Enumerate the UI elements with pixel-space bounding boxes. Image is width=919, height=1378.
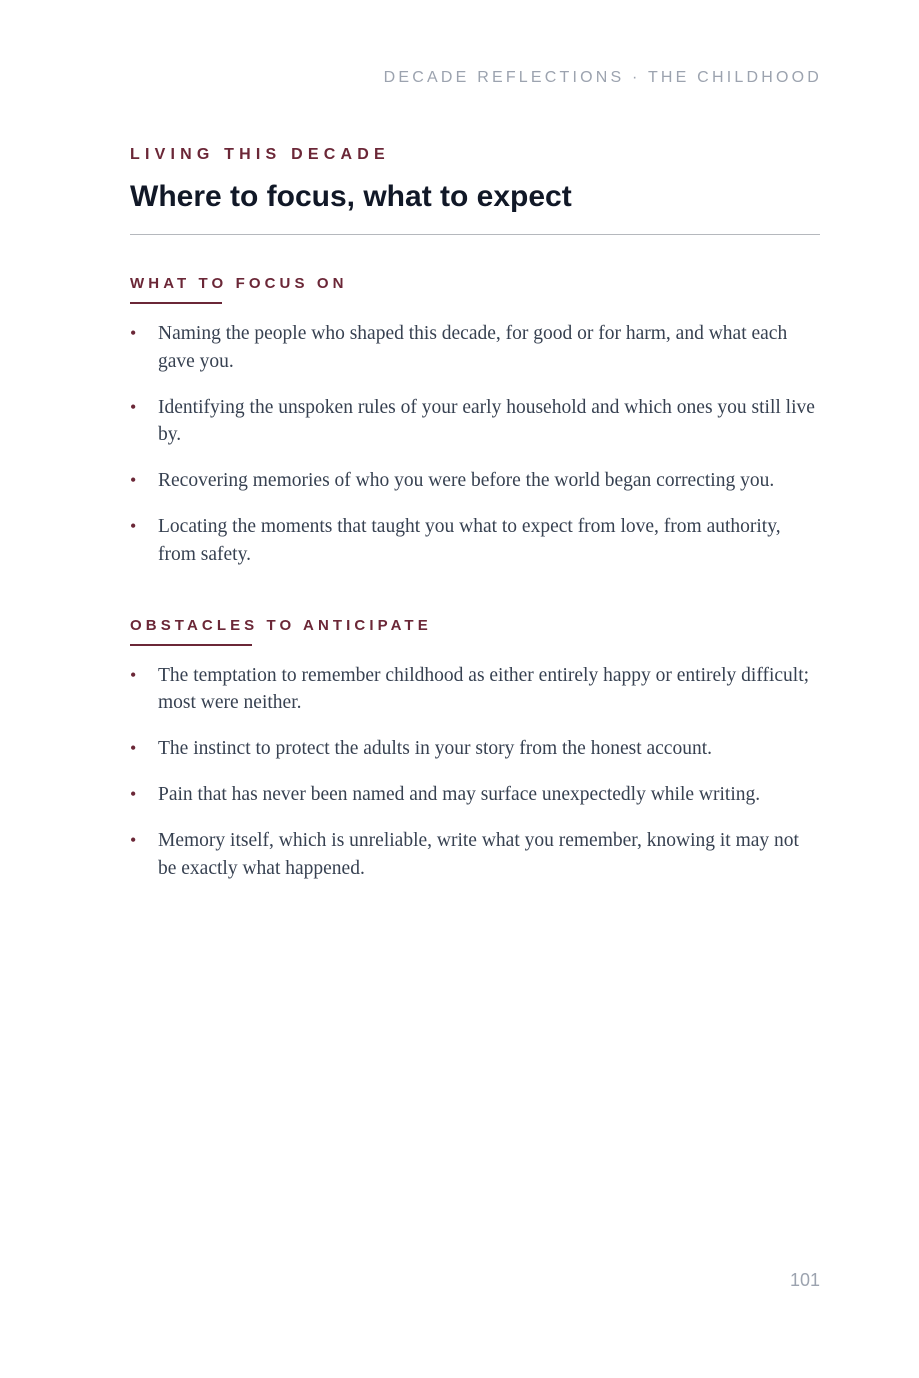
page-number: 101 — [789, 1270, 820, 1290]
obstacles-heading: OBSTACLES TO ANTICIPATE — [130, 617, 432, 634]
list-item-text: Naming the people who shaped this decade, for good or for harm, and what each gave you. — [158, 323, 788, 372]
focus-heading: WHAT TO FOCUS ON — [130, 275, 348, 292]
focus-list — [130, 320, 820, 568]
running-head: DECADE REFLECTIONS · THE CHILDHOOD — [383, 69, 822, 86]
list-item — [130, 781, 820, 809]
obstacles-heading-underline — [130, 644, 252, 646]
focus-section — [130, 275, 820, 568]
bullet-icon: • — [130, 784, 137, 804]
bullet-icon: • — [130, 738, 137, 758]
bullet-icon: • — [130, 516, 137, 536]
bullet-icon: • — [130, 323, 137, 343]
list-item — [130, 467, 820, 495]
bullet-icon: • — [130, 396, 137, 417]
focus-heading-underline — [130, 302, 222, 304]
list-item — [130, 513, 820, 568]
bullet-icon: • — [130, 830, 137, 850]
list-item-text: Identifying the unspoken rules of your early household and which ones you still live by. — [158, 396, 815, 445]
list-item-text: Locating the moments that taught you what to expect from love, from authority, from safety. — [158, 516, 781, 565]
page-content — [130, 146, 820, 882]
list-item — [130, 394, 820, 449]
bullet-icon: • — [130, 470, 137, 490]
list-item-text: The temptation to remember childhood as either entirely happy or entirely difficult; most were neither. — [158, 664, 810, 713]
list-item-text: Recovering memories of who you were before the world began correcting you. — [158, 470, 775, 491]
list-item-text: Memory itself, which is unreliable, write what you remember, knowing it may not be exactly what happened. — [158, 830, 799, 879]
obstacles-section — [130, 617, 820, 882]
list-item — [130, 320, 820, 375]
bullet-icon: • — [130, 664, 137, 685]
list-item — [130, 827, 820, 882]
list-item-text: Pain that has never been named and may surface unexpectedly while writing. — [158, 784, 761, 805]
list-item-text: The instinct to protect the adults in your story from the honest account. — [158, 738, 712, 759]
title-divider — [130, 234, 820, 235]
page-title: Where to focus, what to expect — [130, 180, 572, 213]
list-item — [130, 735, 820, 763]
list-item — [130, 662, 820, 717]
obstacles-list — [130, 662, 820, 883]
section-eyebrow: LIVING THIS DECADE — [130, 146, 390, 163]
